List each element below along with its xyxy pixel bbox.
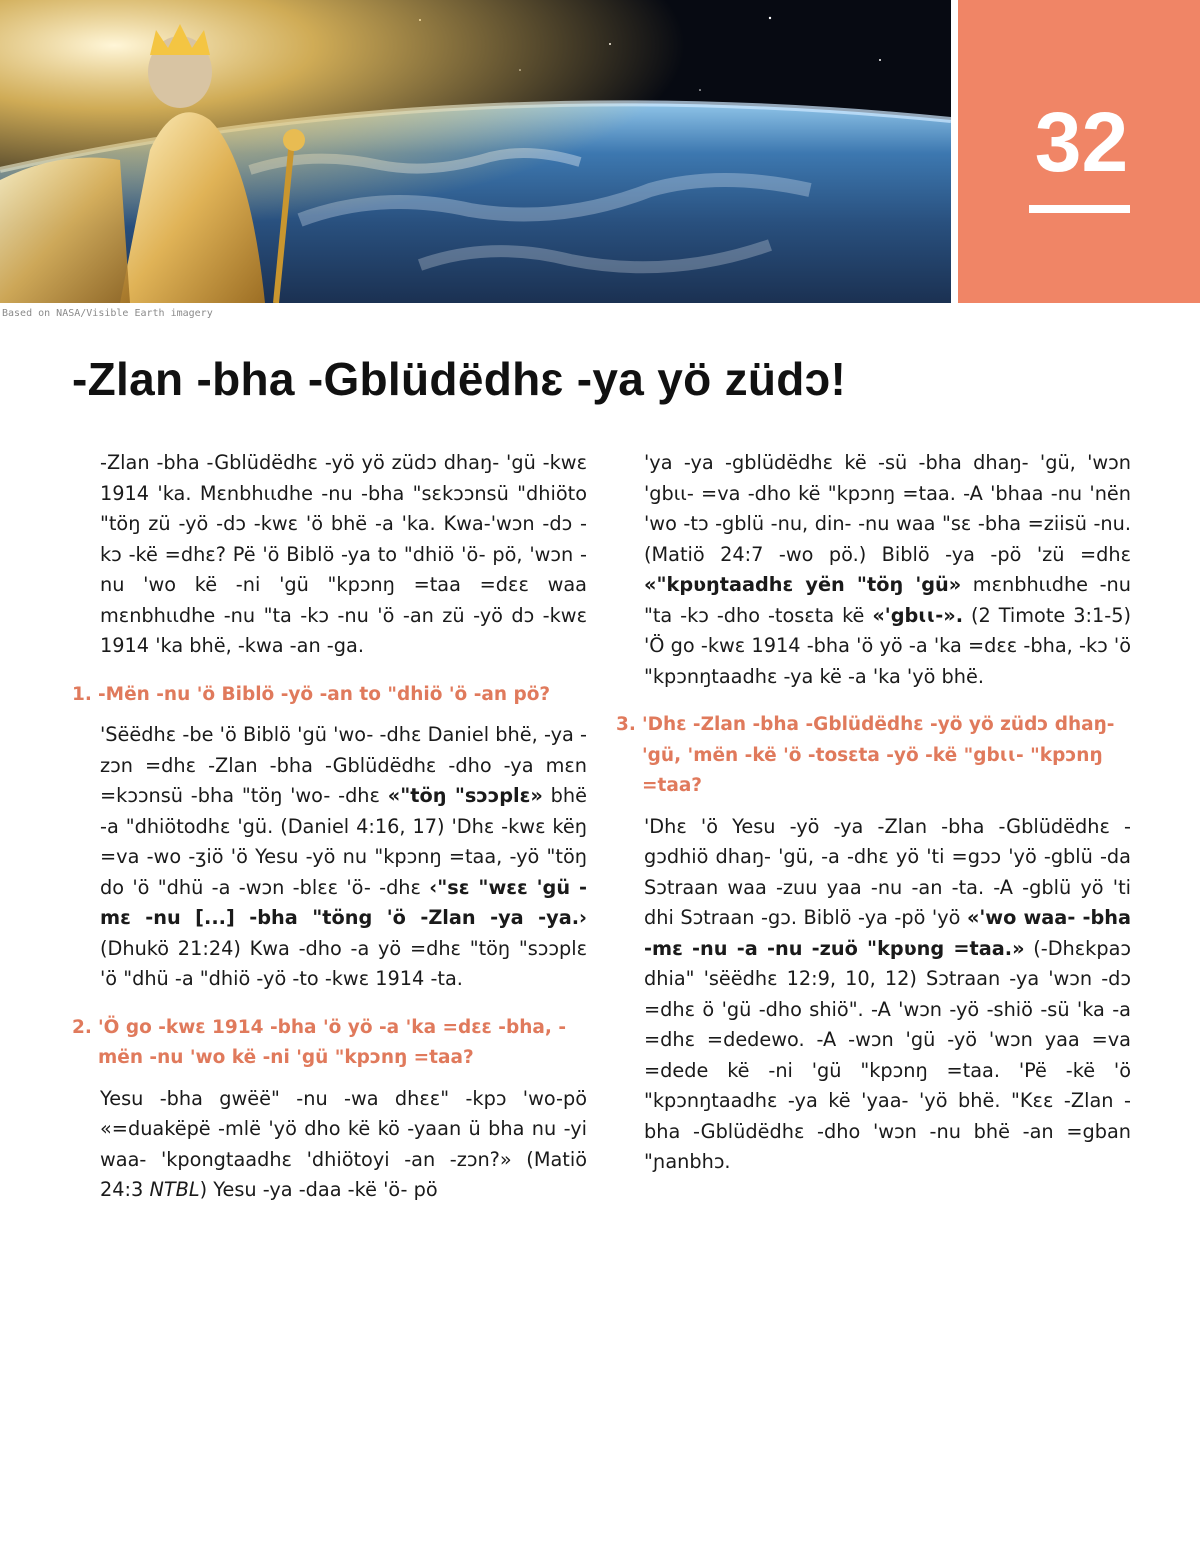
question-2-text: 'Ö go -kwɛ 1914 -bha 'ö yö -a 'ka =dɛɛ -bha, -mën -nu 'wo kë -ni 'gü "kpɔnŋ =taa? xyxy=(98,1016,567,1068)
italic-text: NTBL xyxy=(149,1178,200,1201)
question-1: 1. -Mën -nu 'ö Biblö -yö -an to "dhiö 'ö -an pö? xyxy=(72,683,551,705)
answer-3-paragraph: 'Dhɛ 'ö Yesu -yö -ya -Zlan -bha -Gblüdëdhɛ -gɔdhiö dhaŋ- 'gü, -a -dhɛ yö 'ti =gɔɔ 'yö -gblü -da Sɔtraan waa -zuu yaa -nu -an -ta. -A -gblü yö 'ti dhi Sɔtraan -gɔ. Biblö -ya -pö 'yö «'wo waa- -bha -mɛ -nu -a -nu -zuö "kpʋng =taa.» (-Dhɛkpaɔ dhia" 'sëëdhɛ 12:9, 10, 12) Sɔtraan -ya 'wɔn -dɔ =dhɛ ö 'gü -dho shiö". -A 'wɔn -yö -shiö -sü 'ka -a =dhɛ =dedewo. -A -wɔn 'gü -yö 'wɔn yaa =va =dede kë -ni 'gü "kpɔnŋ =taa. 'Pë -kë 'ö "kpɔnŋtaadhɛ -ya kë 'yaa- 'yö bhë. "Kɛɛ -Zlan -bha -Gblüdëdhɛ -dho 'wɔn -nu bhë -an =gban "ɲanbhɔ. xyxy=(644,814,1131,1173)
hero-image xyxy=(0,0,951,303)
lesson-number-underline xyxy=(1029,205,1130,213)
question-3-text: 'Dhɛ -Zlan -bha -Gblüdëdhɛ -yö yö züdɔ dhaŋ- 'gü, 'mën -kë 'ö -tosɛta -yö -kë "gbɩɩ- "kpɔnŋ =taa? xyxy=(642,714,1115,796)
lesson-number: 32 xyxy=(1034,95,1129,189)
answer-2-paragraph: Yesu -bha gwëë" -nu -wa dhɛɛ" -kpɔ 'wo-pö «=duakëpë -mlë 'yö dho kë kö -yaan ü bha nu -yi waa- 'kpongtaadhɛ 'dhiötoyi -an -zɔn?» (Matiö 24:3 NTBL) Yesu -ya -daa -kë 'ö- pö xyxy=(100,1086,587,1201)
question-2: 2. 'Ö go -kwɛ 1914 -bha 'ö yö -a 'ka =dɛɛ -bha, -mën -nu 'wo kë -ni 'gü "kpɔnŋ =taa? xyxy=(72,1016,567,1068)
answer-1-paragraph: 'Sëëdhɛ -be 'ö Biblö 'gü 'wo- -dhɛ Daniel bhë, -ya -zɔn =dhɛ -Zlan -bha -Gblüdëdhɛ -dho -ya mɛn =kɔɔnsü -bha "töŋ 'wo- -dhɛ «"töŋ "sɔɔplɛ» bhë -a "dhiötodhɛ 'gü. (Daniel 4:16, 17) 'Dhɛ -kwɛ këŋ =va -wo -ʒiö 'ö Yesu -yö nu "kpɔnŋ =taa, -yö "töŋ do 'ö "dhü -a -wɔn -blɛɛ 'ö- -dhɛ ‹"sɛ "wɛɛ 'gü -mɛ -nu [...] -bha "töng 'ö -Zlan -ya -ya.› (Dhukö 21:24) Kwa -dho -a yö =dhɛ "töŋ "sɔɔplɛ 'ö "dhü -a "dhiö -yö -to -kwɛ 1914 -ta. xyxy=(100,723,587,990)
question-1-text: -Mën -nu 'ö Biblö -yö -an to "dhiö 'ö -an pö? xyxy=(98,683,551,705)
image-credit: Based on NASA/Visible Earth imagery xyxy=(2,308,213,319)
lesson-number-box xyxy=(958,0,1200,303)
intro-paragraph: -Zlan -bha -Gblüdëdhɛ -yö yö züdɔ dhaŋ- 'gü -kwɛ 1914 'ka. Mɛnbhɩɩdhe -nu -bha "sɛkɔɔnsü "dhiöto "töŋ zü -yö -dɔ -kwɛ 'ö bhë -a 'ka. Kwa-'wɔn -dɔ -kɔ -kë =dhɛ? Pë 'ö Biblö -ya to "dhiö 'ö- pö, 'wɔn -nu 'wo kë -ni 'gü "kpɔnŋ =taa =dɛɛ waa mɛnbhɩɩdhe -nu "ta -kɔ -nu 'ö -an zü -yö dɔ -kwɛ 1914 'ka bhë, -kwa -an -ga. xyxy=(100,451,587,657)
text-column-left xyxy=(72,448,587,1206)
bold-quote: «'gbɩɩ-». xyxy=(872,603,964,627)
question-3: 3. 'Dhɛ -Zlan -bha -Gblüdëdhɛ -yö yö züdɔ dhaŋ- 'gü, 'mën -kë 'ö -tosɛta -yö -kë "gbɩɩ- "kpɔnŋ =taa? xyxy=(616,714,1115,796)
bold-quote: «"kpʋŋtaadhɛ yën "töŋ 'gü» xyxy=(644,573,962,596)
bold-quote: ‹"sɛ "wɛɛ 'gü -mɛ -nu [...] -bha "töng 'ö -Zlan -ya -ya.› xyxy=(100,875,587,929)
bold-quote: «'wo waa- -bha -mɛ -nu -a -nu -zuö "kpʋng =taa.» xyxy=(644,906,1131,960)
text-column-right xyxy=(616,448,1131,1178)
answer-2-continued: 'ya -ya -gblüdëdhɛ kë -sü -bha dhaŋ- 'gü, 'wɔn 'gbɩɩ- =va -dho kë "kpɔnŋ =taa. -A 'bhaa -nu 'nën 'wo -tɔ -gblü -nu, din- -nu waa "sɛ -bha =ziisü -nu. (Matiö 24:7 -wo pö.) Biblö -ya -pö 'zü =dhɛ «"kpʋŋtaadhɛ yën "töŋ 'gü» mɛnbhɩɩdhe -nu "ta -kɔ -dho -tosɛta kë «'gbɩɩ-». (2 Timote 3:1-5) 'Ö go -kwɛ 1914 -bha 'ö yö -a 'ka =dɛɛ -bha, -kɔ 'ö "kpɔnŋtaadhɛ -ya kë -a 'ka 'yö bhë. xyxy=(644,451,1131,688)
bold-quote: «"töŋ "sɔɔplɛ» xyxy=(387,784,543,807)
page-title: -Zlan -bha -Gblüdëdhɛ -ya yö züdɔ! xyxy=(72,353,847,405)
